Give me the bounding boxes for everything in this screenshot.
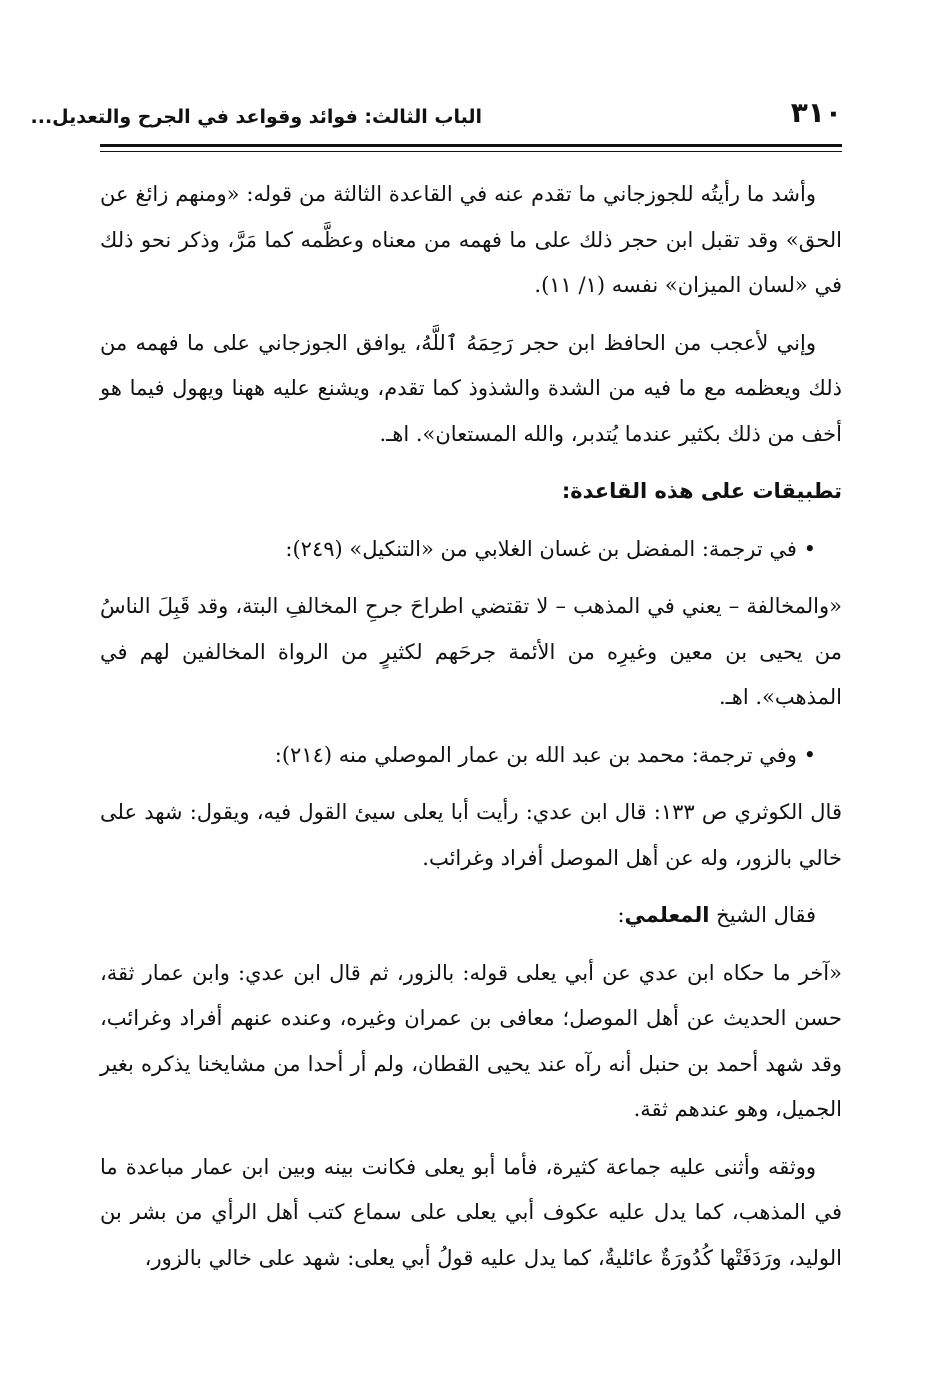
header-rule-thick	[100, 144, 842, 147]
paragraph-7-suffix: :	[617, 903, 625, 927]
paragraph-2: وإني لأعجب من الحافظ ابن حجر رَحِمَهُ ٱللَّهُ، يوافق الجوزجاني على ما فهمه من ذلك ويعظمه مع ما فيه من الشدة والشذوذ كما تقدم، ويشنع عليه ههنا ويهول فيما هو أخف من ذلك بكثير عندما يُتدبر، والله المستعان». اهـ.	[100, 330, 842, 446]
paragraph-7-prefix: فقال الشيخ	[709, 903, 816, 927]
page-body	[100, 172, 842, 1293]
paragraph-4: «والمخالفة – يعني في المذهب – لا تقتضي اطراحَ جرحِ المخالفِ البتة، وقد قَبِلَ الناسُ من يحيى بن معين وغيرِه من الأئمة جرحَهم لكثيرٍ من الرواة المخالفين لهم في المذهب». اهـ.	[100, 594, 842, 709]
paragraph-7	[100, 893, 842, 939]
paragraph-3: • في ترجمة: المفضل بن غسان الغلابي من «التنكيل» (٢٤٩):	[285, 536, 816, 561]
page-number: ٣١٠	[790, 96, 842, 129]
section-heading: تطبيقات على هذه القاعدة:	[561, 479, 842, 503]
running-title: الباب الثالث: فوائد وقواعد في الجرح والتعديل...	[30, 106, 482, 128]
paragraph-5: • وفي ترجمة: محمد بن عبد الله بن عمار الموصلي منه (٢١٤):	[274, 742, 816, 767]
paragraph-6: قال الكوثري ص ١٣٣: قال ابن عدي: رأيت أبا يعلى سيئ القول فيه، ويقول: شهد على خالي بالزور، وله عن أهل الموصل أفراد وغرائب.	[100, 800, 842, 870]
page-header	[30, 96, 842, 136]
paragraph-1: وأشد ما رأيتُه للجوزجاني ما تقدم عنه في القاعدة الثالثة من قوله: «ومنهم زائغ عن الحق» وقد تقبل ابن حجر ذلك على ما فهمه من معناه وعظَّمه كما مَرَّ، وذكر نحو ذلك في «لسان الميزان» نفسه (١/ ١١).	[100, 182, 842, 297]
header-rule-thin	[100, 151, 842, 152]
paragraph-8: «آخر ما حكاه ابن عدي عن أبي يعلى قوله: بالزور، ثم قال ابن عدي: وابن عمار ثقة، حسن الحديث عن أهل الموصل؛ معافى بن عمران وغيره، وعنده عنهم أفراد وغرائب، وقد شهد أحمد بن حنبل أنه رآه عند يحيى القطان، ولم أر أحدا من مشايخنا يذكره بغير الجميل، وهو عندهم ثقة.	[100, 960, 842, 1121]
author-name: المعلمي	[624, 903, 710, 927]
paragraph-9: ووثقه وأثنى عليه جماعة كثيرة، فأما أبو يعلى فكانت بينه وبين ابن عمار مباعدة ما في المذهب، كما يدل عليه عكوف أبي يعلى على سماع كتب أهل الرأي من بشر بن الوليد، ورَدَفَتْها كُدُورَةٌ عائليةٌ، كما يدل عليه قولُ أبي يعلى: شهد على خالي بالزور،	[100, 1154, 842, 1270]
